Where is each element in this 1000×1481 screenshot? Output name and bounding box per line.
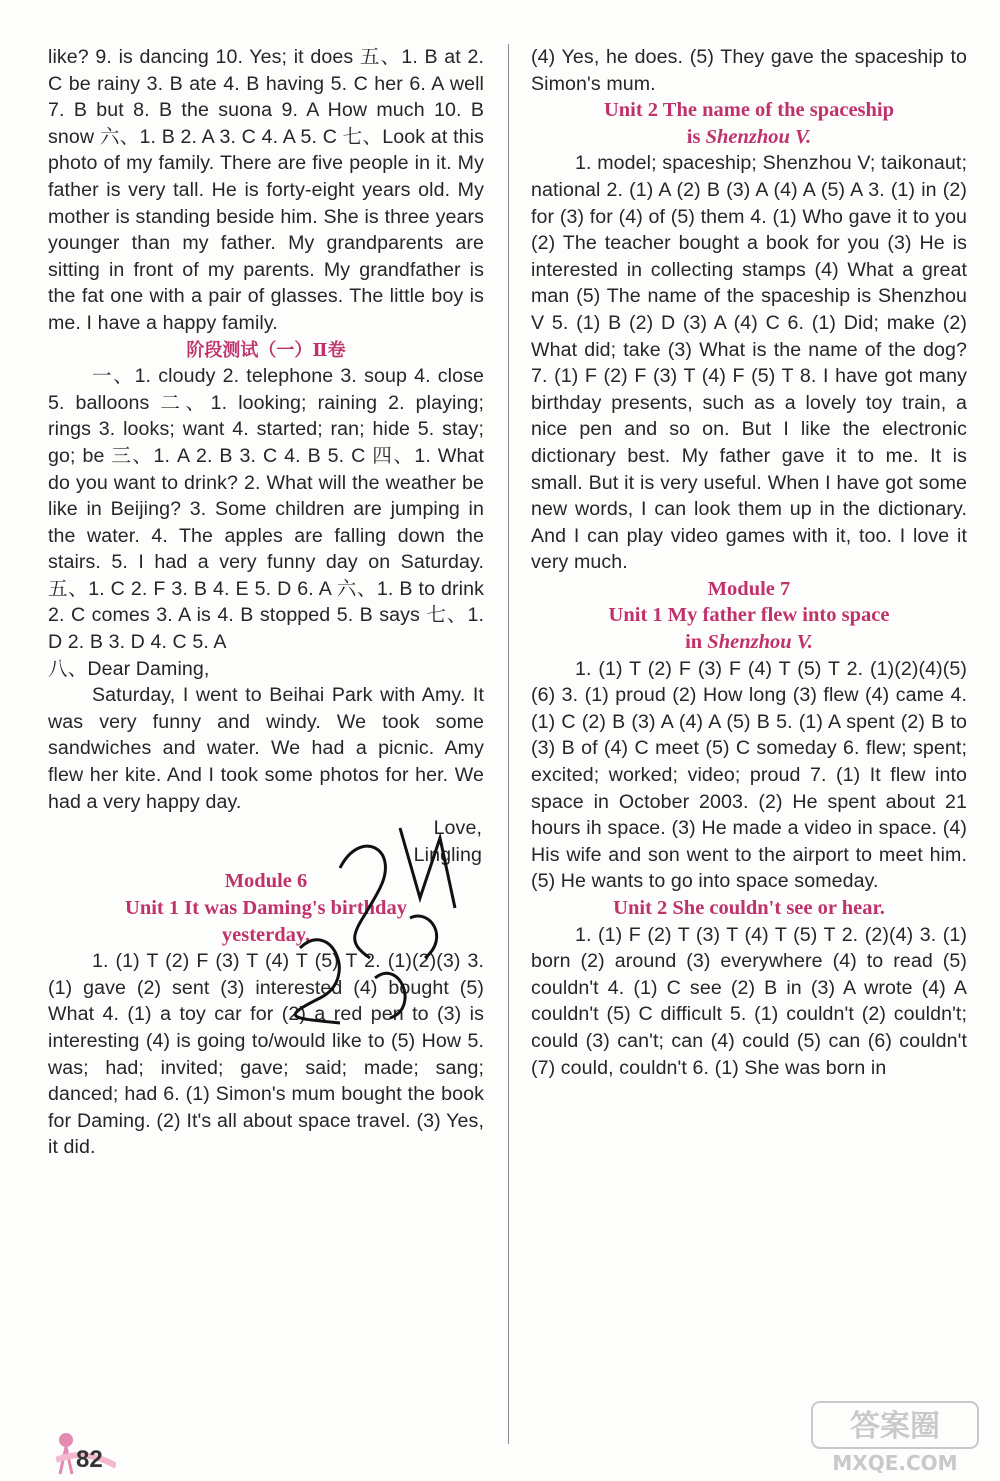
unit2-title-line2-prefix: is: [686, 125, 701, 148]
module7-unit1-title-line2-prefix: in: [685, 631, 703, 654]
right-column: [531, 44, 967, 1081]
column-divider: [508, 44, 509, 1444]
watermark-domain: MXQE.COM: [832, 1451, 958, 1475]
letter-salutation: 八、Dear Daming,: [48, 657, 210, 680]
module7-unit1-title-line2: [531, 629, 967, 656]
letter-closing: Love,: [433, 817, 482, 840]
letter-signature: Lingling: [413, 843, 482, 866]
module6-unit1-title-line1: Unit 1 It was Daming's birthday: [125, 897, 407, 919]
unit2-title-line1: Unit 2 The name of the spaceship: [603, 99, 895, 122]
watermark-icon: [810, 1396, 980, 1476]
module6-title: Module 6: [224, 870, 308, 893]
answers-block-5: 1. model; spaceship; Shenzhou V; taikonaut; national 2. (1) A (2) B (3) A (4) A (5) A 3. (1) in (2) for (3) for (4) of (5) them 4. (1) Who gave it to you (2) The teacher bought a book for you (3) He is interested in collecting stamps (4) What a great man (5) The name of the spaceship is Shenzhou V 5. (1) B (2) D (3) A (4) C 6. (1) Did; make (2) What did; take (3) What is the name of the dog? 7. (1) F (2) F (3) T (4) F (5) T 8. I have got many birthday presents, such as a lovely toy train, a nice pen and so on. But I like the electronic dictionary best. My father gave it to me. It is small. But it is very useful. When I have got some new words, I can look them up in the dictionary. And I can play video games with it, too. I love it very much.: [531, 152, 967, 574]
watermark-chinese: 答案圈: [850, 1409, 940, 1444]
watermark-logo: [810, 1396, 980, 1476]
answers-block-3: 1. (1) T (2) F (3) T (4) T (5) T 2. (1)(2)(3) 3. (1) gave (2) sent (3) interested (4) bought (5) What 4. (1) a toy car for (2) a red pen to (3) is interesting (4) is going to/would like to (5) How 5. was; had; invited; gave; said; made; sang; danced; had 6. (1) Simon's mum bought the book for Daming. (2) It's all about space travel. (3) Yes, it did.: [48, 950, 484, 1159]
handwritten-scribble: [280, 808, 500, 1028]
unit2-title-line2: [531, 124, 967, 151]
letter-body: Saturday, I went to Beihai Park with Amy. It was very funny and windy. We took some sandwiches and water. We had a picnic. Amy flew her kite. And I took some photos for her. We had a very happy day.: [48, 684, 484, 813]
module7-unit1-title-line1: Unit 1 My father flew into space: [608, 604, 890, 627]
module6-unit1-title-line2: yesterday.: [221, 923, 311, 946]
answers-block-2: 一、1. cloudy 2. telephone 3. soup 4. close 5. balloons 二、1. looking; raining 2. playing; rings 3. looks; want 4. started; ran; hide 5. stay; go; be 三、1. A 2. B 3. C 4. B 5. C 四、1. What do you want to drink? 2. What will the weather be like in Beijing? 3. Some children are jumping in the water. 4. The apples are falling down the stairs. 5. I had a very funny day on Saturday. 五、1. C 2. F 3. B 4. E 5. D 6. A 六、1. B to drink 2. C comes 3. A is 4. B stopped 5. B says 七、1. D 2. B 3. D 4. C 5. A: [48, 365, 484, 654]
unit2-title-line2-italic: Shenzhou V.: [705, 125, 812, 148]
page-number: 82: [76, 1446, 103, 1473]
answers-block-7: 1. (1) F (2) T (3) T (4) T (5) T 2. (2)(4) 3. (1) born (2) around (3) everywhere (4) to read (5) couldn't 4. (1) C see (2) B in (3) A wrote (4) A couldn't (5) C difficult 5. (1) couldn't (2) couldn't; could (3) can't; can (4) could (5) can (6) couldn't (7) could, couldn't 6. (1) She was born in: [531, 923, 967, 1079]
answers-block-6: 1. (1) T (2) F (3) F (4) T (5) T 2. (1)(2)(4)(5)(6) 3. (1) proud (2) How long (3) flew (4) came 4. (1) C (2) B (3) A (4) A (5) B 5. (1) A spent (2) B to (3) B of (4) C meet (5) C someday 6. flew; spent; excited; worked; video; proud 7. (1) It flew into space in October 2003. (2) He spent about 21 hours ih space. (3) He made a video in space. (4) His wife and son went to the airport to meet him. (5) He wants to go into space someday.: [531, 657, 967, 893]
answers-block-4: (4) Yes, he does. (5) They gave the spaceship to Simon's mum.: [531, 46, 967, 95]
test-heading: 阶段测试（一）Ⅱ卷: [186, 339, 346, 360]
answers-block-1: like? 9. is dancing 10. Yes; it does 五、1. B at 2. C be rainy 3. B ate 4. B having 5. C her 6. A well 7. B but 8. B the suona 9. A How much 10. B snow 六、1. B 2. A 3. C 4. A 5. C 七、Look at this photo of my family. There are five people in it. My father is very tall. He is forty-eight years old. My mother is standing beside him. She is three years younger than my father. My grandparents are sitting in front of my parents. My grandfather is the fat one with a pair of glasses. The little boy is me. I have a happy family.: [48, 46, 484, 334]
unit2b-title: Unit 2 She couldn't see or hear.: [613, 897, 885, 919]
module7-unit1-title-line2-italic: Shenzhou V.: [707, 631, 813, 654]
module7-title: Module 7: [707, 577, 791, 600]
